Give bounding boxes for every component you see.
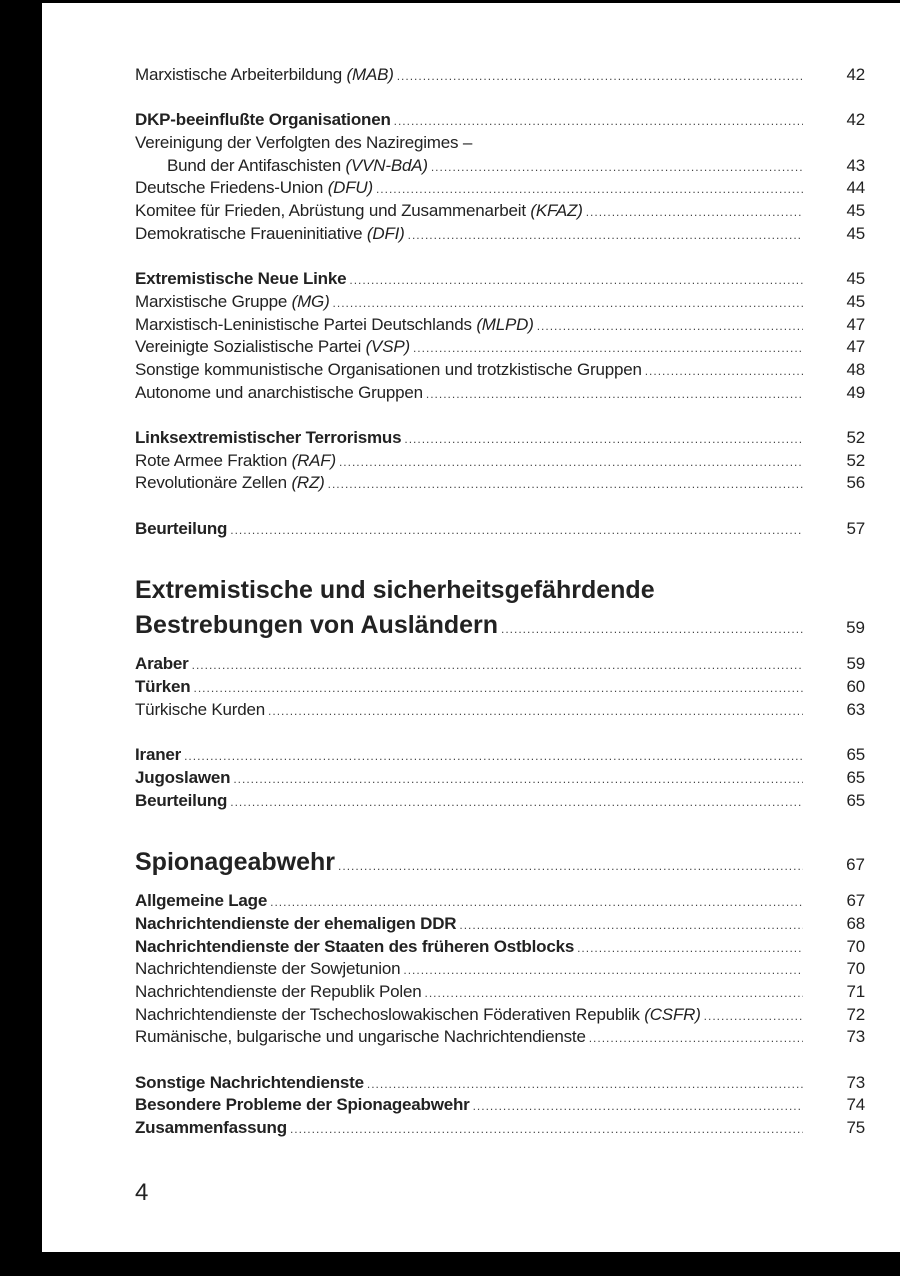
toc-entry-title: Extremistische Neue Linke [135,269,347,289]
toc-entry-title: Extremistische und sicherheitsgefährdende [135,576,655,605]
toc-entry [135,573,865,608]
dot-leader [413,337,803,360]
toc-group [135,653,865,721]
dot-leader [328,473,803,496]
toc-entry-abbreviation: (VVN-BdA) [345,155,428,175]
toc-entry-page: 67 [846,891,865,911]
dot-leader [290,1118,803,1141]
dot-leader [233,768,803,791]
toc-entry-page: 75 [846,1118,865,1138]
dot-leader [339,451,803,474]
toc-entry-page: 45 [846,223,865,243]
toc-entry-page: 42 [846,65,865,84]
toc-entry-page: 70 [846,959,865,979]
dot-leader [403,959,803,982]
toc-entry [135,427,865,450]
toc-entry-title: Araber [135,654,189,674]
toc-entry [135,472,865,495]
dot-leader [268,700,803,723]
toc-entry [135,936,865,959]
toc-entry-title: Beurteilung [135,790,228,810]
dot-leader [589,1027,803,1050]
toc-entry [135,958,865,981]
toc-entry-page: 65 [846,745,865,765]
toc-entry [135,359,865,382]
toc-entry-title: Sonstige kommunistische Organisationen und trotzkistische Gruppen [135,359,642,379]
table-of-contents [135,64,865,1140]
toc-entry-title: Beurteilung [135,518,228,538]
toc-entry-page: 73 [846,1027,865,1047]
toc-entry [135,1026,865,1049]
page-number: 4 [135,1179,149,1206]
toc-group [135,64,865,87]
toc-entry [135,268,865,291]
toc-entry [135,336,865,359]
toc-group [135,268,865,404]
toc-entry [135,913,865,936]
toc-group [135,109,865,245]
dot-leader [333,292,803,315]
toc-entry-abbreviation: (DFU) [327,178,373,198]
dot-leader [537,315,803,338]
toc-entry-title: Komitee für Frieden, Abrüstung und Zusammenarbeit (KFAZ) [135,201,583,221]
toc-entry-page: 67 [846,855,865,875]
toc-entry-page: 57 [846,518,865,538]
toc-entry-page: 49 [846,382,865,402]
dot-leader [230,791,803,814]
toc-entry-page: 59 [846,654,865,674]
toc-entry-page: 74 [846,1095,865,1115]
dot-leader [431,156,803,179]
dot-leader [704,1005,803,1028]
toc-entry [135,64,865,87]
toc-group [135,427,865,495]
toc-entry-title: Iraner [135,745,182,765]
toc-entry-title: Autonome und anarchistische Gruppen [135,382,423,402]
toc-entry [135,767,865,790]
toc-group [135,518,865,541]
dot-leader [184,745,803,768]
toc-entry [135,1117,865,1140]
toc-entry [135,981,865,1004]
toc-entry [135,1072,865,1095]
toc-entry [135,845,865,880]
toc-entry [135,314,865,337]
dot-leader [367,1073,803,1096]
dot-leader [408,224,803,247]
toc-entry-page: 70 [846,936,865,956]
toc-entry-title: Türkische Kurden [135,699,266,719]
toc-entry-title: Linksextremistischer Terrorismus [135,428,402,447]
toc-entry-page: 43 [846,155,865,175]
toc-entry [135,608,865,643]
toc-group [135,744,865,812]
toc-entry-page: 47 [846,337,865,357]
toc-entry-title: Nachrichtendienste der Staaten des früheren Ostblocks [135,936,575,956]
toc-entry-title: Nachrichtendienste der Tschechoslowakischen Föderativen Republik (CSFR) [135,1004,701,1024]
toc-entry-page: 56 [846,473,865,493]
section-heading [135,845,865,880]
toc-entry-page: 52 [846,428,865,447]
toc-entry-page: 63 [846,699,865,719]
toc-entry [135,223,865,246]
toc-entry [135,653,865,676]
dot-leader [193,677,803,700]
toc-entry-page: 45 [846,201,865,221]
toc-entry-page: 48 [846,359,865,379]
toc-entry [135,1094,865,1117]
toc-entry-abbreviation: (MAB) [346,65,394,84]
toc-entry-abbreviation: (MG) [291,291,330,311]
toc-entry-page: 65 [846,790,865,810]
toc-entry-title: Zusammenfassung [135,1118,287,1138]
toc-entry-page: 44 [846,178,865,198]
toc-entry-abbreviation: (RZ) [291,473,325,493]
toc-entry-page: 47 [846,314,865,334]
toc-entry [135,890,865,913]
toc-entry-title: Rote Armee Fraktion (RAF) [135,450,336,470]
toc-entry-page: 72 [846,1004,865,1024]
toc-entry-abbreviation: (RAF) [291,450,336,470]
toc-entry [135,1004,865,1027]
dot-leader [645,360,803,383]
dot-leader [577,937,803,960]
toc-entry-page: 59 [846,618,865,638]
dot-leader [376,178,803,201]
dot-leader [404,428,803,451]
toc-entry-title: Demokratische Fraueninitiative (DFI) [135,223,405,243]
toc-entry-title: Revolutionäre Zellen (RZ) [135,473,325,493]
toc-entry-title: Sonstige Nachrichtendienste [135,1072,364,1092]
toc-entry [135,177,865,200]
dot-leader [473,1095,803,1118]
toc-entry-abbreviation: (DFI) [366,223,405,243]
toc-entry-abbreviation: (VSP) [365,337,410,357]
dot-leader [349,269,803,292]
dot-leader [394,110,803,133]
document-page [42,3,900,1252]
toc-entry-title: Marxistisch-Leninistische Partei Deutschlands (MLPD) [135,314,534,334]
toc-entry-title: DKP-beeinflußte Organisationen [135,110,391,130]
toc-entry-title: Vereinigung der Verfolgten des Naziregimes – [135,133,473,153]
dot-leader [230,519,803,542]
toc-entry [135,200,865,223]
dot-leader [501,612,803,647]
toc-entry-title: Deutsche Friedens-Union (DFU) [135,178,373,198]
section-heading [135,573,865,643]
toc-entry [135,155,865,178]
toc-entry-title: Marxistische Gruppe (MG) [135,291,330,311]
toc-group [135,890,865,1049]
dot-leader [426,383,803,406]
dot-leader [425,982,804,1005]
toc-entry-title: Allgemeine Lage [135,891,268,911]
toc-entry [135,382,865,405]
toc-entry [135,109,865,132]
toc-entry-title: Nachrichtendienste der Republik Polen [135,982,422,1001]
toc-entry-page: 52 [846,450,865,470]
toc-entry [135,676,865,699]
toc-entry-title: Vereinigte Sozialistische Partei (VSP) [135,337,410,357]
toc-entry [135,699,865,722]
toc-entry [135,132,865,155]
toc-entry-page: 71 [846,982,865,1001]
dot-leader [192,654,803,677]
toc-entry-abbreviation: (MLPD) [476,314,534,334]
toc-entry-title: Spionageabwehr [135,848,336,877]
toc-group [135,1072,865,1140]
toc-entry-title: Rumänische, bulgarische und ungarische Nachrichtendienste [135,1027,586,1047]
toc-entry-page: 73 [846,1072,865,1092]
dot-leader [338,849,803,884]
toc-entry-title: Marxistische Arbeiterbildung (MAB) [135,65,394,84]
toc-entry-page: 42 [846,110,865,130]
toc-entry-title: Bestrebungen von Ausländern [135,611,499,640]
toc-entry-abbreviation: (KFAZ) [530,201,583,221]
toc-entry-page: 68 [846,913,865,933]
dot-leader [270,891,803,914]
dot-leader [586,201,803,224]
toc-entry-title: Besondere Probleme der Spionageabwehr [135,1095,470,1115]
toc-entry-title: Jugoslawen [135,767,231,787]
toc-entry [135,450,865,473]
toc-entry [135,291,865,314]
toc-entry-title: Nachrichtendienste der Sowjetunion [135,959,401,979]
toc-entry [135,744,865,767]
toc-entry-abbreviation: (CSFR) [644,1004,701,1024]
toc-entry-page: 60 [846,677,865,697]
toc-entry-title: Nachrichtendienste der ehemaligen DDR [135,913,457,933]
toc-entry-page: 45 [846,291,865,311]
toc-entry-title: Türken [135,677,191,697]
toc-entry-page: 45 [846,269,865,289]
toc-entry-title: Bund der Antifaschisten (VVN-BdA) [167,155,428,175]
dot-leader [459,914,803,937]
toc-entry [135,518,865,541]
toc-entry-page: 65 [846,767,865,787]
dot-leader [397,65,803,88]
toc-entry [135,790,865,813]
